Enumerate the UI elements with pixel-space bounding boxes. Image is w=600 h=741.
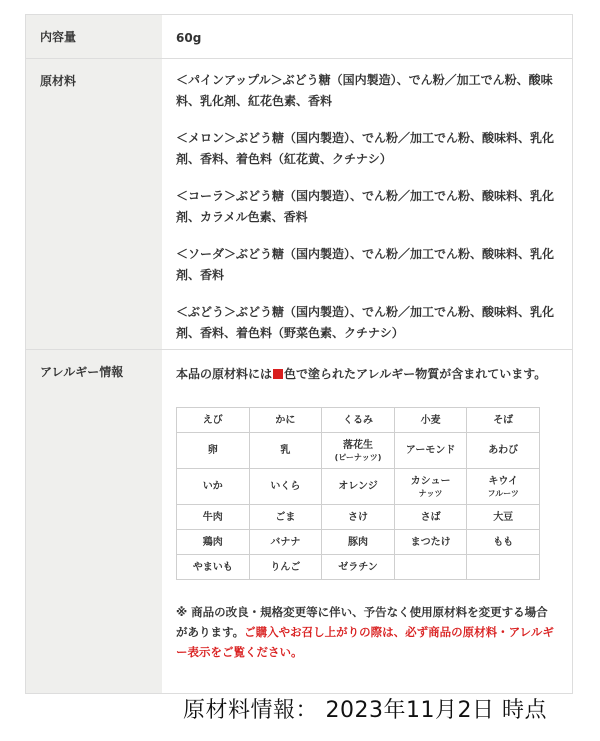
allergen-cell xyxy=(394,408,467,433)
allergen-name: あわび xyxy=(488,445,519,456)
allergen-name: さけ xyxy=(347,511,368,523)
allergen-grid xyxy=(176,407,540,580)
allergen-cell xyxy=(394,433,467,469)
allergen-name: 牛肉 xyxy=(202,511,223,523)
allergy-intro-before: 本品の原材料には xyxy=(176,367,273,381)
allergen-cell xyxy=(322,469,395,505)
allergen-name: もも xyxy=(493,536,514,548)
product-spec-table xyxy=(25,14,573,694)
allergy-note-red: ご購入やお召し上がりの際は、必ず商品の原材料・アレルギー表示をご覧ください。 xyxy=(176,625,554,659)
content-label: 内容量 xyxy=(26,15,162,58)
materials-row xyxy=(26,58,572,349)
material-pineapple: ＜パインアップル＞ぶどう糖（国内製造）、でん粉／加工でん粉、酸味料、乳化剤、紅花色素、香料 xyxy=(176,73,553,108)
footer-caption: 原材料情報： 2023年11月2日 時点 xyxy=(183,698,547,723)
allergen-name: 乳 xyxy=(280,445,291,456)
allergy-info xyxy=(162,350,572,693)
allergen-row xyxy=(177,530,540,555)
allergen-cell xyxy=(249,469,322,505)
allergen-cell xyxy=(467,530,540,555)
material-soda: ＜ソーダ＞ぶどう糖（国内製造）、でん粉／加工でん粉、酸味料、乳化剤、香料 xyxy=(176,247,555,282)
materials-list xyxy=(162,59,572,349)
allergen-cell xyxy=(394,555,467,580)
allergen-row xyxy=(177,433,540,469)
allergen-row xyxy=(177,469,540,505)
allergen-name: オレンジ xyxy=(338,481,378,492)
allergen-row xyxy=(177,408,540,433)
allergen-cell xyxy=(322,530,395,555)
allergen-name: まつたけ xyxy=(410,536,451,548)
allergy-intro-after: 色で塗られたアレルギー物質が含まれています。 xyxy=(284,367,547,381)
allergen-name: 卵 xyxy=(207,445,218,456)
allergen-cell xyxy=(249,555,322,580)
allergen-cell xyxy=(249,505,322,530)
allergen-cell xyxy=(394,505,467,530)
allergen-name: いか xyxy=(202,481,223,492)
allergen-name: 大豆 xyxy=(493,511,514,523)
allergen-name: キウイ xyxy=(488,475,519,487)
allergen-cell xyxy=(467,505,540,530)
allergen-name: 落花生 xyxy=(342,439,373,451)
allergy-label: アレルギー情報 xyxy=(26,350,162,693)
allergen-name: かに xyxy=(275,414,296,426)
allergen-cell xyxy=(249,408,322,433)
allergen-subname: (ピーナッツ) xyxy=(334,452,382,462)
allergen-name: さば xyxy=(420,511,441,523)
allergy-intro xyxy=(176,364,558,384)
allergy-note xyxy=(176,602,558,662)
material-melon: ＜メロン＞ぶどう糖（国内製造）、でん粉／加工でん粉、酸味料、乳化剤、香料、着色料（紅花黄、クチナシ） xyxy=(176,131,555,166)
allergen-row xyxy=(177,555,540,580)
allergen-name: バナナ xyxy=(270,536,301,548)
allergen-cell xyxy=(177,408,250,433)
allergen-name: やまいも xyxy=(192,561,233,573)
allergen-cell xyxy=(177,433,250,469)
allergen-cell xyxy=(177,555,250,580)
allergen-name: えび xyxy=(202,414,223,426)
allergen-name: くるみ xyxy=(342,414,373,426)
allergen-cell xyxy=(394,469,467,505)
allergen-name: 豚肉 xyxy=(347,536,368,548)
allergen-subname: ナッツ xyxy=(418,488,443,498)
allergen-name: 鶏肉 xyxy=(202,536,223,548)
allergen-name: ごま xyxy=(275,511,296,523)
allergen-name: カシュー xyxy=(410,475,451,487)
allergy-note-black: ※ 商品の改良・規格変更等に伴い、予告なく使用原材料を変更する場合があります。 xyxy=(176,605,548,639)
material-cola: ＜コーラ＞ぶどう糖（国内製造）、でん粉／加工でん粉、酸味料、乳化剤、カラメル色素、香料 xyxy=(176,189,555,224)
allergen-cell xyxy=(249,530,322,555)
allergen-name: アーモンド xyxy=(405,445,456,456)
allergen-name: いくら xyxy=(270,481,301,492)
allergen-name: ゼラチン xyxy=(338,561,378,573)
allergen-name: りんご xyxy=(270,561,301,573)
allergen-cell xyxy=(177,469,250,505)
allergen-cell xyxy=(322,505,395,530)
allergy-row xyxy=(26,349,572,693)
allergen-cell xyxy=(177,530,250,555)
allergen-cell xyxy=(322,433,395,469)
allergen-name: そば xyxy=(493,414,514,426)
allergen-cell xyxy=(467,469,540,505)
content-row xyxy=(26,15,572,58)
allergen-row xyxy=(177,505,540,530)
allergen-cell xyxy=(249,433,322,469)
allergen-name: 小麦 xyxy=(420,414,441,426)
materials-label: 原材料 xyxy=(26,59,162,349)
allergen-cell xyxy=(467,555,540,580)
content-value: 60g xyxy=(176,31,202,45)
allergen-cell xyxy=(177,505,250,530)
red-square-icon xyxy=(273,369,283,379)
allergen-cell xyxy=(394,530,467,555)
allergen-cell xyxy=(467,433,540,469)
allergen-cell xyxy=(322,555,395,580)
allergen-cell xyxy=(467,408,540,433)
allergen-cell xyxy=(322,408,395,433)
material-grape: ＜ぶどう＞ぶどう糖（国内製造）、でん粉／加工でん粉、酸味料、乳化剤、香料、着色料（野菜色素、クチナシ） xyxy=(176,305,555,340)
allergen-subname: フルーツ xyxy=(487,488,519,498)
